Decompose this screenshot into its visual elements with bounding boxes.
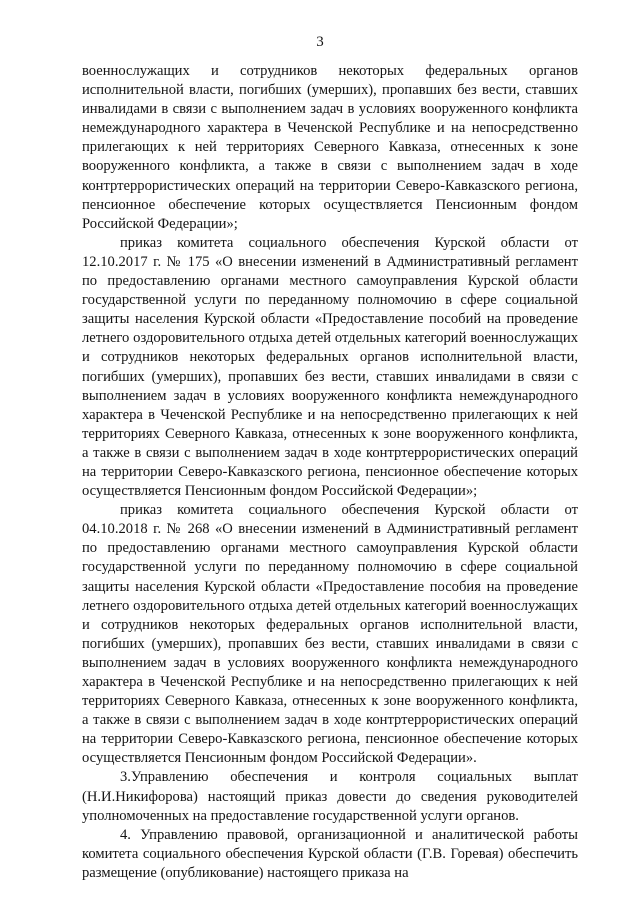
paragraph-order-175: приказ комитета социального обеспечения Курской области от 12.10.2017 г. № 175 «О внесении изменений в Административный регламент по предоставлению органами местного самоуправления Курской области государственной услуги по переданному полномочию в сфере социальной защиты населения Курской области «Предоставление пособий на проведение летнего оздоровительного отдыха детей отдельных категорий военнослужащих и сотрудников некоторых федеральных органов исполнительной власти, погибших (умерших), пропавших без вести, ставших инвалидами в связи с выполнением задач в условиях вооруженного конфликта немеждународного характера в Чеченской Республике и на непосредственно прилегающих к ней территориях Северного Кавказа, отнесенных к зоне вооруженного конфликта, а также в связи с выполнением задач в ходе контртеррористических операций на территории Северо-Кавказского региона, пенсионное обеспечение которых осуществляется Пенсионным фондом Российской Федерации»;: [82, 234, 578, 500]
document-body: [82, 62, 578, 883]
paragraph-continuation: военнослужащих и сотрудников некоторых федеральных органов исполнительной власти, погибших (умерших), пропавших без вести, ставших инвалидами в связи с выполнением задач в условиях вооруженного конфликта немеждународного характера в Чеченской Республике и на непосредственно прилегающих к ней территориях Северного Кавказа, отнесенных к зоне вооруженного конфликта, а также в связи с выполнением задач в ходе контртеррористических операций на территории Северо-Кавказского региона, пенсионное обеспечение которых осуществляется Пенсионным фондом Российской Федерации»;: [82, 63, 578, 232]
paragraph-order-268: приказ комитета социального обеспечения Курской области от 04.10.2018 г. № 268 «О внесении изменений в Административный регламент по предоставлению органами местного самоуправления Курской области государственной услуги по переданному полномочию в сфере социальной защиты населения Курской области «Предоставление пособия на проведение летнего оздоровительного отдыха детей отдельных категорий военнослужащих и сотрудников некоторых федеральных органов исполнительной власти, погибших (умерших), пропавших без вести, ставших инвалидами в связи с выполнением задач в условиях вооруженного конфликта немеждународного характера в Чеченской Республике и на непосредственно прилегающих к ней территориях Северного Кавказа, отнесенных к зоне вооруженного конфликта, а также в связи с выполнением задач в ходе контртеррористических операций на территории Северо-Кавказского региона, пенсионное обеспечение которых осуществляется Пенсионным фондом Российской Федерации».: [82, 502, 578, 767]
page-number: 3: [316, 34, 324, 50]
paragraph-item-4: 4. Управлению правовой, организационной и аналитической работы комитета социального обеспечения Курской области (Г.В. Горевая) обеспечить размещение (опубликование) настоящего приказа на: [82, 826, 578, 881]
paragraph-item-3: 3.Управлению обеспечения и контроля социальных выплат (Н.И.Никифорова) настоящий приказ довести до сведения руководителей уполномоченных на предоставление государственной услуги органов.: [82, 769, 578, 824]
